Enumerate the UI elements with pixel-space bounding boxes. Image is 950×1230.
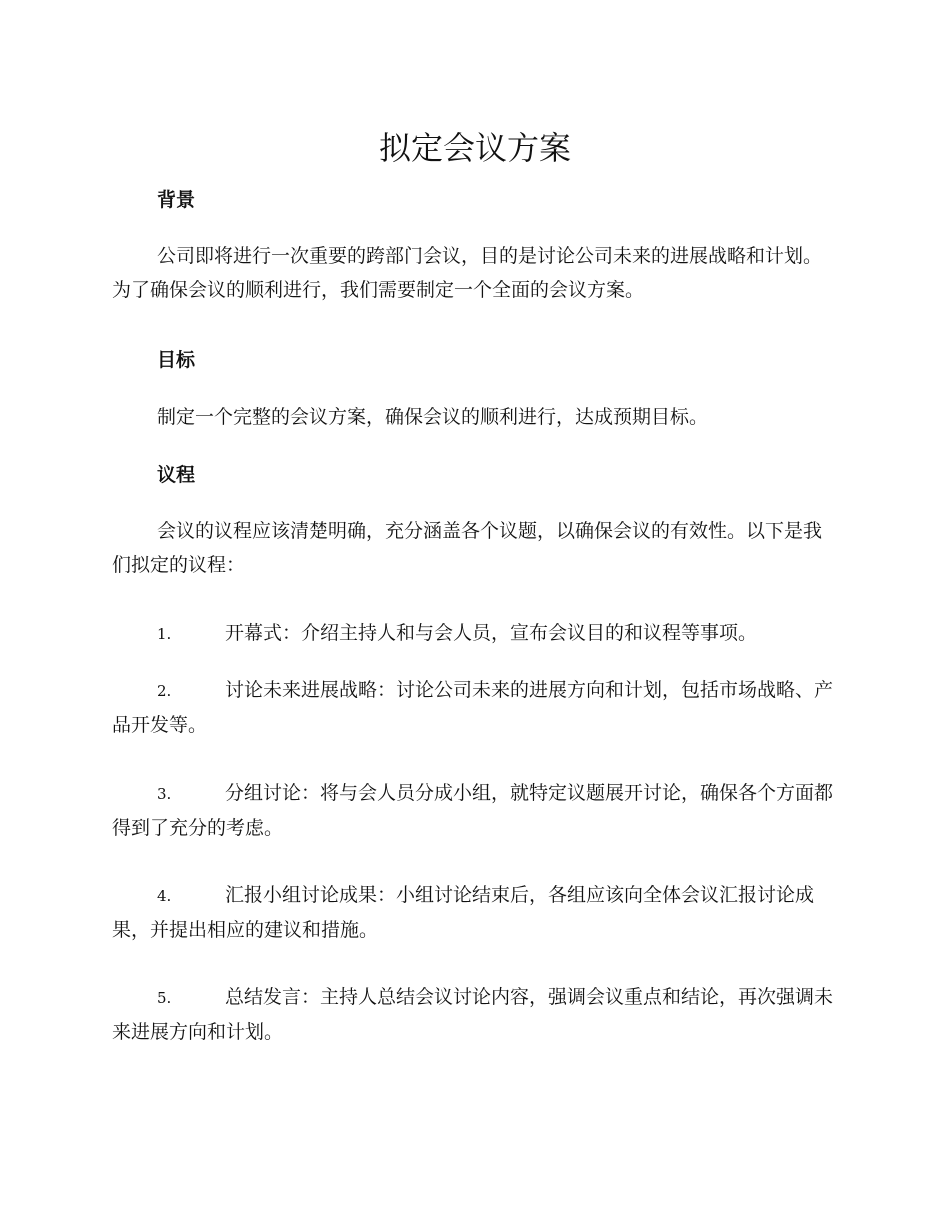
section-heading-agenda: 议程 — [157, 464, 196, 486]
agenda-item-text: 开幕式：介绍主持人和与会人员，宣布会议目的和议程等事项。 — [225, 622, 758, 644]
agenda-item-number: 5. — [157, 989, 172, 1007]
agenda-item-text: 分组讨论：将与会人员分成小组，就特定议题展开讨论，确保各个方面都得到了充分的考虑。 — [112, 782, 834, 839]
agenda-intro-paragraph: 会议的议程应该清楚明确，充分涵盖各个议题，以确保会议的有效性。以下是我们拟定的议程： — [112, 520, 823, 576]
section-heading-background: 背景 — [157, 189, 196, 211]
goal-paragraph: 制定一个完整的会议方案，确保会议的顺利进行，达成预期目标。 — [157, 406, 709, 428]
background-paragraph: 公司即将进行一次重要的跨部门会议，目的是讨论公司未来的进展战略和计划。为了确保会议的顺利进行，我们需要制定一个全面的会议方案。 — [112, 245, 823, 301]
agenda-item-text: 汇报小组讨论成果：小组讨论结束后，各组应该向全体会议汇报讨论成果，并提出相应的建议和措施。 — [112, 884, 815, 941]
agenda-item-number: 4. — [157, 887, 172, 905]
agenda-item — [112, 878, 836, 947]
agenda-item — [112, 673, 836, 742]
agenda-item-text: 讨论未来进展战略：讨论公司未来的进展方向和计划，包括市场战略、产品开发等。 — [112, 679, 834, 736]
agenda-item-number: 1. — [157, 625, 172, 643]
document-title: 拟定会议方案 — [378, 129, 571, 167]
section-heading-goal: 目标 — [157, 349, 196, 371]
agenda-item-number: 2. — [157, 682, 172, 700]
agenda-item-text: 总结发言：主持人总结会议讨论内容，强调会议重点和结论，再次强调未来进展方向和计划。 — [112, 986, 834, 1043]
agenda-item-number: 3. — [157, 785, 172, 803]
agenda-item — [112, 980, 836, 1049]
agenda-item — [112, 776, 836, 845]
agenda-item — [112, 616, 836, 651]
